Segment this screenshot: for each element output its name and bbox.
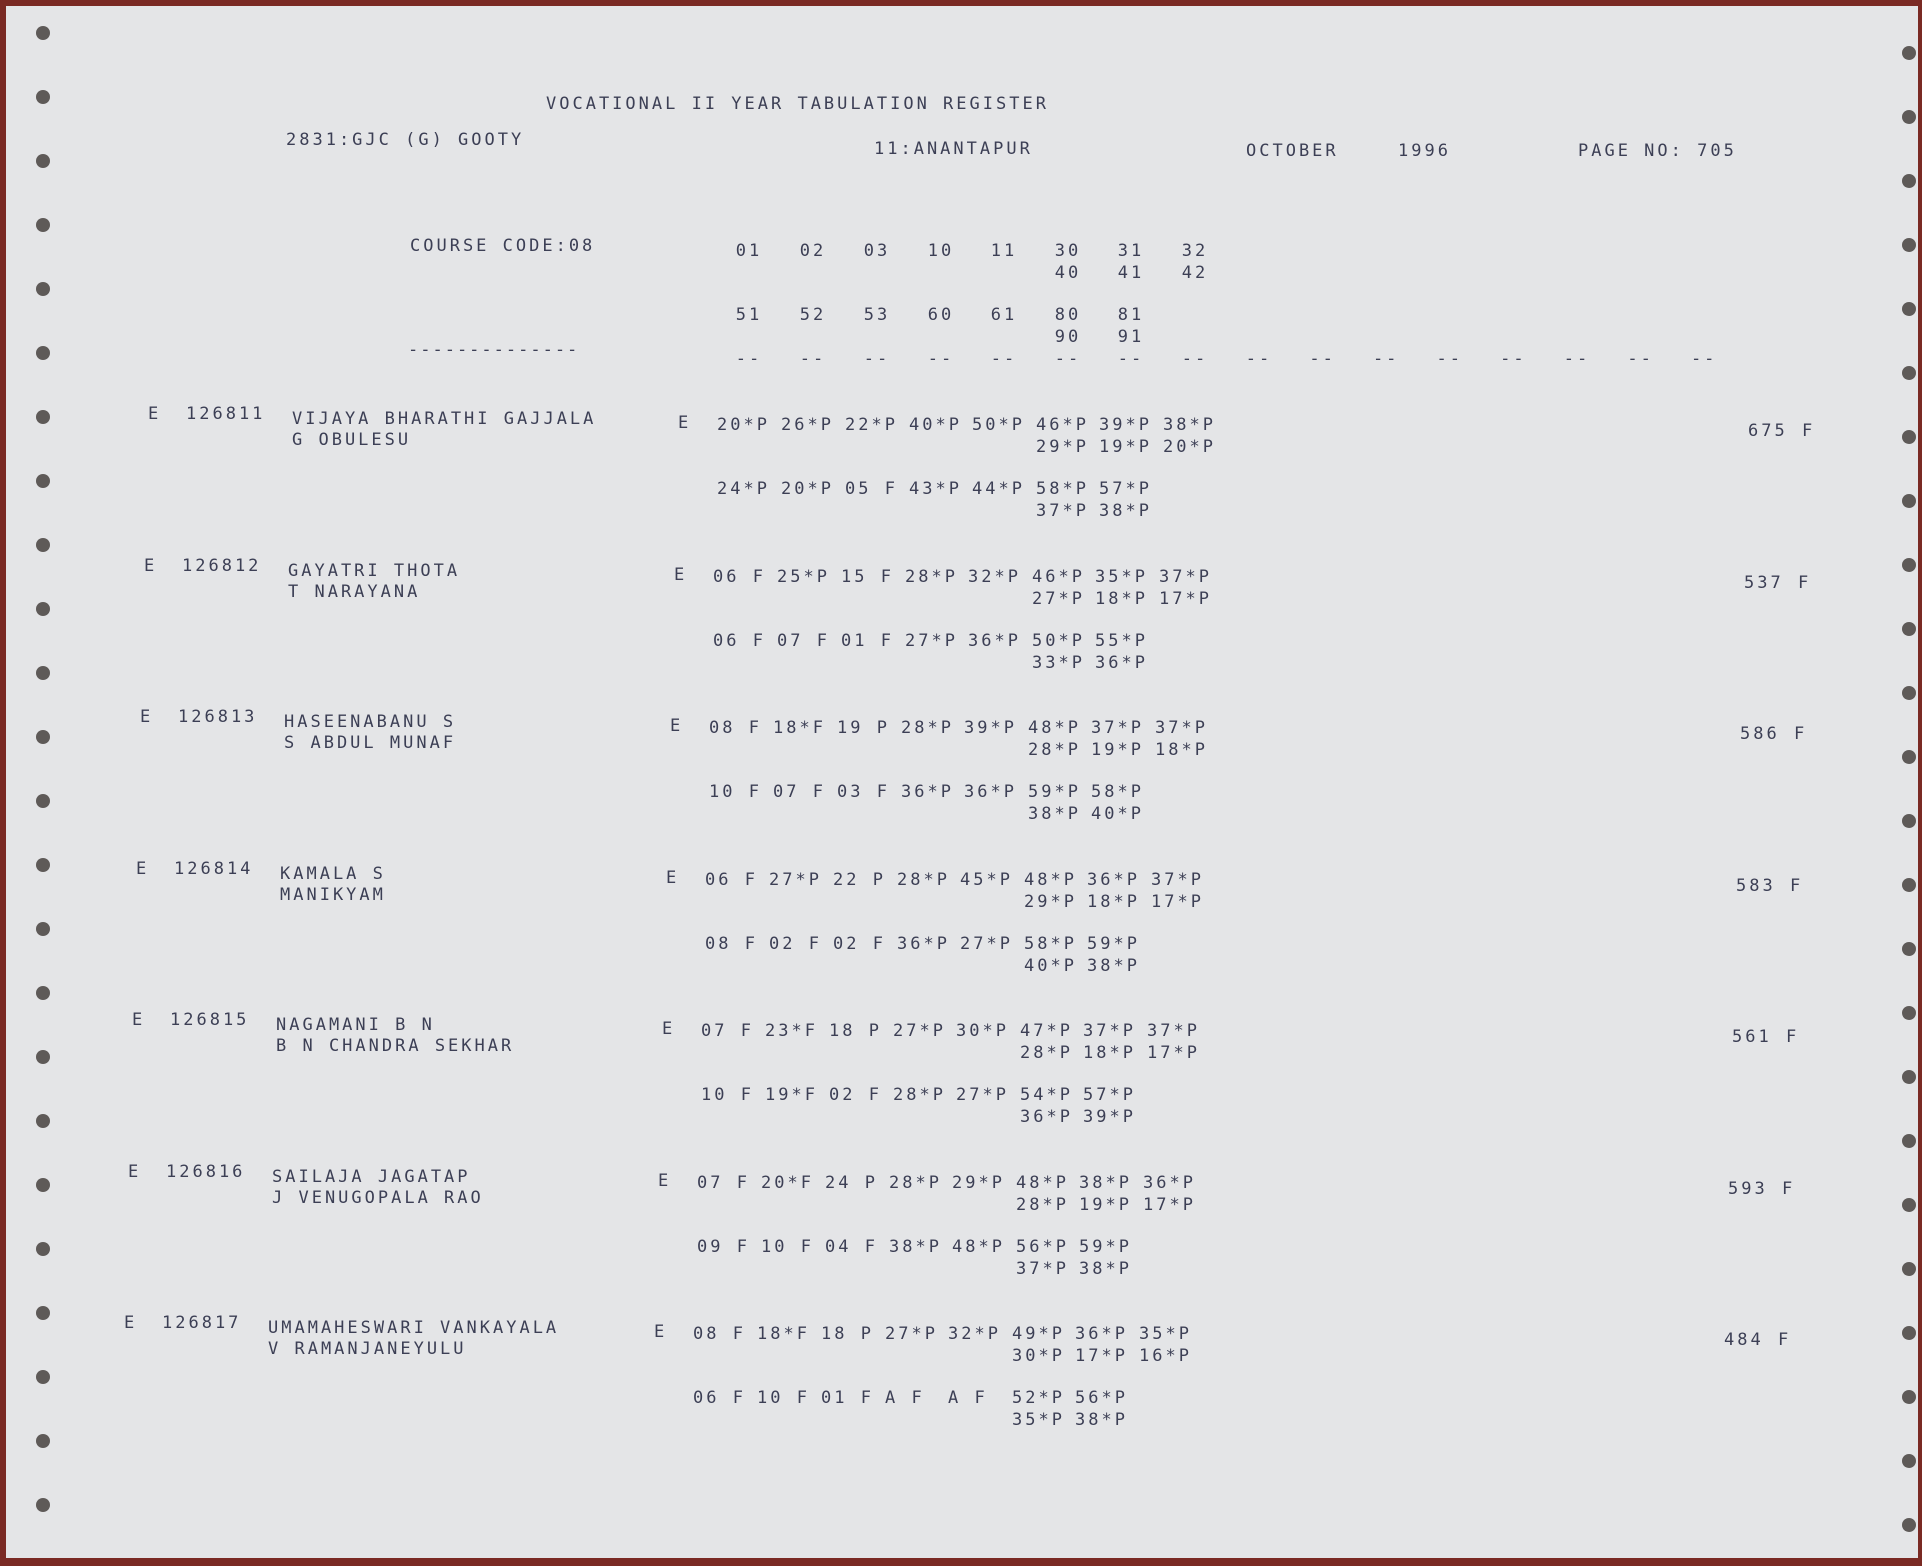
subject-mark: 39*P [1083, 1107, 1136, 1127]
result: F [1790, 875, 1804, 896]
subject-mark: 33*P [1032, 652, 1085, 673]
feed-hole [1902, 1518, 1916, 1532]
subject-mark: 29*P [1036, 437, 1089, 457]
subject-code-rule: -- [1054, 349, 1082, 369]
subject-mark: 52*P [1012, 1388, 1065, 1408]
subject-mark: 15 F [841, 566, 894, 587]
candidate-name: KAMALA S [280, 863, 386, 884]
student-record [6, 402, 1918, 552]
subject-mark: 27*P [769, 869, 822, 890]
subject-mark: 40*P [1091, 804, 1144, 824]
subject-code: 53 [863, 305, 891, 325]
subject-mark: 37*P [1155, 718, 1208, 738]
subject-mark: 28*P [1028, 740, 1081, 760]
subject-code: 60 [927, 305, 955, 325]
subject-mark: 37*P [1147, 1021, 1200, 1041]
register-title: VOCATIONAL II YEAR TABULATION REGISTER [546, 94, 1049, 114]
subject-mark: 37*P [1159, 566, 1212, 587]
total-marks: 537 [1744, 572, 1784, 593]
feed-hole [1902, 302, 1916, 316]
subject-mark: 58*P [1036, 479, 1089, 499]
subject-code-rule: -- [735, 349, 763, 369]
subject-mark: 19 P [837, 718, 890, 738]
subject-mark: 18*P [1087, 891, 1140, 912]
student-record [6, 1160, 1918, 1310]
feed-hole [36, 218, 50, 232]
subject-mark: 56*P [1016, 1236, 1069, 1257]
subject-mark: 28*P [897, 869, 950, 890]
subject-mark: 01 F [821, 1388, 874, 1408]
subject-mark: 50*P [972, 415, 1025, 435]
subject-mark: 40*P [1024, 955, 1077, 976]
total-marks: 484 [1724, 1330, 1764, 1350]
exam-flag: E [124, 1313, 138, 1333]
subject-code-rule: -- [1690, 349, 1718, 369]
subject-mark: 38*P [1099, 501, 1152, 521]
subject-mark: 25*P [777, 566, 830, 587]
subject-mark: A F [885, 1388, 925, 1408]
subject-mark: 54*P [1020, 1085, 1073, 1105]
subject-mark: 29*P [1024, 891, 1077, 912]
subject-mark: 59*P [1087, 933, 1140, 954]
subject-mark: 39*P [1099, 415, 1152, 435]
subject-mark: 20*P [717, 415, 770, 435]
subject-code: 40 [1054, 263, 1082, 283]
subject-mark: 22 P [833, 869, 886, 890]
subject-mark: 07 F [777, 630, 830, 651]
subject-mark: 36*P [964, 782, 1017, 802]
subject-mark: 24*P [717, 479, 770, 499]
subject-mark: 36*P [1075, 1324, 1128, 1344]
subject-mark: 10 F [757, 1388, 810, 1408]
subject-mark: 38*P [1075, 1410, 1128, 1430]
subject-mark: 27*P [905, 630, 958, 651]
feed-hole [1902, 174, 1916, 188]
parent-name: V RAMANJANEYULU [268, 1339, 467, 1359]
subject-mark: 17*P [1143, 1194, 1196, 1215]
subject-mark: 37*P [1151, 869, 1204, 890]
parent-name: B N CHANDRA SEKHAR [276, 1036, 515, 1056]
hall-ticket-number: 126817 [162, 1313, 242, 1333]
subject-code: 41 [1117, 263, 1145, 283]
exam-month: OCTOBER [1246, 141, 1339, 161]
subject-code: 91 [1117, 327, 1145, 347]
subject-mark: 38*P [1087, 955, 1140, 976]
tabulation-sheet [6, 6, 1918, 1558]
subject-mark: 18 P [821, 1324, 874, 1344]
candidate-name: NAGAMANI B N [276, 1015, 435, 1035]
subject-code-rule: -- [1436, 349, 1464, 369]
medium-code: E [654, 1322, 668, 1342]
subject-mark: 49*P [1012, 1324, 1065, 1344]
subject-mark: 28*P [1016, 1194, 1069, 1215]
subject-mark: 58*P [1024, 933, 1077, 954]
subject-mark: A F [948, 1388, 988, 1408]
result: F [1802, 421, 1816, 441]
exam-flag: E [144, 555, 158, 576]
subject-mark: 55*P [1095, 630, 1148, 651]
subject-mark: 48*P [952, 1236, 1005, 1257]
subject-mark: 18*F [757, 1324, 810, 1344]
subject-mark: 08 F [705, 933, 758, 954]
subject-mark: 23*F [765, 1021, 818, 1041]
result: F [1794, 724, 1808, 744]
student-record [6, 1311, 1918, 1461]
medium-code: E [666, 867, 680, 888]
candidate-name: GAYATRI THOTA [288, 560, 461, 581]
subject-code: 02 [799, 241, 827, 261]
subject-mark: 07 F [697, 1172, 750, 1193]
subject-mark: 40*P [909, 415, 962, 435]
subject-mark: 37*P [1091, 718, 1144, 738]
feed-hole [1902, 366, 1916, 380]
subject-mark: 07 F [701, 1021, 754, 1041]
total-marks: 583 [1736, 875, 1776, 896]
subject-mark: 47*P [1020, 1021, 1073, 1041]
subject-code: 01 [735, 241, 763, 261]
subject-mark: 37*P [1016, 1258, 1069, 1279]
hall-ticket-number: 126816 [166, 1161, 246, 1182]
parent-name: T NARAYANA [288, 581, 421, 602]
subject-mark: 24 P [825, 1172, 878, 1193]
subject-code-rule: -- [1245, 349, 1273, 369]
subject-mark: 05 F [845, 479, 898, 499]
subject-code: 11 [990, 241, 1018, 261]
subject-mark: 59*P [1079, 1236, 1132, 1257]
subject-mark: 27*P [956, 1085, 1009, 1105]
subject-mark: 10 F [701, 1085, 754, 1105]
subject-mark: 08 F [693, 1324, 746, 1344]
subject-mark: 38*P [1079, 1258, 1132, 1279]
name-rule: -------------- [408, 340, 580, 360]
subject-mark: 26*P [781, 415, 834, 435]
student-record [6, 1008, 1918, 1158]
subject-mark: 57*P [1083, 1085, 1136, 1105]
subject-code-rule: -- [1309, 349, 1336, 369]
subject-code: 51 [735, 305, 763, 325]
subject-mark: 18 P [829, 1021, 882, 1041]
total-marks: 675 [1748, 421, 1788, 441]
exam-flag: E [128, 1161, 142, 1182]
subject-code-rule: -- [1500, 349, 1527, 369]
subject-mark: 02 F [769, 933, 822, 954]
subject-mark: 17*P [1075, 1346, 1128, 1366]
subject-code: 42 [1181, 263, 1209, 283]
subject-mark: 27*P [885, 1324, 938, 1344]
subject-mark: 22*P [845, 415, 898, 435]
subject-mark: 02 F [829, 1085, 882, 1105]
subject-mark: 04 F [825, 1236, 878, 1257]
subject-mark: 46*P [1036, 415, 1089, 435]
subject-code: 52 [799, 305, 827, 325]
exam-year: 1996 [1398, 141, 1451, 161]
subject-code-rule: -- [863, 349, 891, 369]
subject-mark: 37*P [1036, 501, 1089, 521]
feed-hole [36, 26, 50, 40]
subject-mark: 43*P [909, 479, 962, 499]
subject-mark: 44*P [972, 479, 1025, 499]
subject-mark: 06 F [693, 1388, 746, 1408]
subject-code-rule: -- [799, 349, 827, 369]
subject-mark: 16*P [1139, 1346, 1192, 1366]
subject-mark: 38*P [1079, 1172, 1132, 1193]
subject-mark: 01 F [841, 630, 894, 651]
subject-mark: 20*F [761, 1172, 814, 1193]
subject-mark: 32*P [948, 1324, 1001, 1344]
student-record [6, 857, 1918, 1007]
subject-mark: 06 F [705, 869, 758, 890]
subject-mark: 57*P [1099, 479, 1152, 499]
subject-code-rule: -- [990, 349, 1018, 369]
hall-ticket-number: 126812 [182, 555, 262, 576]
medium-code: E [674, 564, 688, 585]
student-record [6, 554, 1918, 704]
subject-mark: 30*P [1012, 1346, 1065, 1366]
subject-mark: 30*P [956, 1021, 1009, 1041]
subject-mark: 36*P [1095, 652, 1148, 673]
medium-code: E [658, 1170, 672, 1191]
subject-mark: 19*P [1079, 1194, 1132, 1215]
result: F [1782, 1178, 1796, 1199]
subject-mark: 20*P [1163, 437, 1216, 457]
subject-mark: 27*P [893, 1021, 946, 1041]
feed-hole [1902, 110, 1916, 124]
subject-code: 10 [927, 241, 955, 261]
hall-ticket-number: 126811 [186, 404, 266, 424]
subject-mark: 35*P [1095, 566, 1148, 587]
subject-mark: 17*P [1159, 588, 1212, 609]
result: F [1798, 572, 1812, 593]
subject-mark: 03 F [837, 782, 890, 802]
subject-code: 61 [990, 305, 1018, 325]
subject-code-rule: -- [1181, 349, 1209, 369]
parent-name: G OBULESU [292, 430, 412, 450]
subject-mark: 18*P [1095, 588, 1148, 609]
subject-code: 80 [1054, 305, 1082, 325]
subject-mark: 18*F [773, 718, 826, 738]
medium-code: E [662, 1019, 676, 1039]
district: 11:ANANTAPUR [874, 139, 1033, 159]
subject-code: 31 [1117, 241, 1145, 261]
subject-code-rule: -- [1117, 349, 1145, 369]
subject-mark: 09 F [697, 1236, 750, 1257]
subject-mark: 59*P [1028, 782, 1081, 802]
subject-mark: 27*P [1032, 588, 1085, 609]
subject-mark: 19*P [1091, 740, 1144, 760]
subject-mark: 17*P [1151, 891, 1204, 912]
subject-mark: 28*P [889, 1172, 942, 1193]
hall-ticket-number: 126815 [170, 1010, 250, 1030]
exam-flag: E [136, 858, 150, 879]
subject-mark: 10 F [761, 1236, 814, 1257]
subject-mark: 28*P [893, 1085, 946, 1105]
feed-hole [36, 1498, 50, 1512]
subject-code: 32 [1181, 241, 1209, 261]
subject-mark: 20*P [781, 479, 834, 499]
exam-flag: E [140, 707, 154, 727]
result: F [1786, 1027, 1800, 1047]
feed-hole [36, 282, 50, 296]
subject-mark: 17*P [1147, 1043, 1200, 1063]
subject-mark: 06 F [713, 630, 766, 651]
subject-mark: 38*P [1028, 804, 1081, 824]
subject-mark: 06 F [713, 566, 766, 587]
course-code-label: COURSE CODE:08 [410, 236, 596, 256]
exam-flag: E [148, 404, 162, 424]
subject-mark: 19*F [765, 1085, 818, 1105]
subject-code: 81 [1117, 305, 1145, 325]
result: F [1778, 1330, 1792, 1350]
college-code: 2831:GJC (G) GOOTY [286, 130, 525, 150]
subject-code-rule: -- [927, 349, 955, 369]
total-marks: 586 [1740, 724, 1780, 744]
subject-mark: 36*P [1020, 1107, 1073, 1127]
total-marks: 593 [1728, 1178, 1768, 1199]
subject-mark: 37*P [1083, 1021, 1136, 1041]
hall-ticket-number: 126813 [178, 707, 258, 727]
subject-mark: 39*P [964, 718, 1017, 738]
candidate-name: SAILAJA JAGATAP [272, 1166, 471, 1187]
subject-mark: 36*P [901, 782, 954, 802]
feed-hole [1902, 238, 1916, 252]
subject-mark: 18*P [1155, 740, 1208, 760]
subject-mark: 28*P [905, 566, 958, 587]
hall-ticket-number: 126814 [174, 858, 254, 879]
subject-mark: 36*P [1143, 1172, 1196, 1193]
subject-mark: 56*P [1075, 1388, 1128, 1408]
subject-mark: 36*P [1087, 869, 1140, 890]
subject-mark: 36*P [968, 630, 1021, 651]
subject-mark: 46*P [1032, 566, 1085, 587]
subject-code-rule: -- [1627, 349, 1654, 369]
candidate-name: VIJAYA BHARATHI GAJJALA [292, 409, 597, 429]
subject-mark: 48*P [1024, 869, 1077, 890]
subject-mark: 18*P [1083, 1043, 1136, 1063]
subject-mark: 58*P [1091, 782, 1144, 802]
subject-mark: 48*P [1016, 1172, 1069, 1193]
exam-flag: E [132, 1010, 146, 1030]
subject-mark: 38*P [1163, 415, 1216, 435]
subject-code: 90 [1054, 327, 1082, 347]
feed-hole [1902, 46, 1916, 60]
subject-mark: 35*P [1139, 1324, 1192, 1344]
feed-hole [36, 154, 50, 168]
page-number: PAGE NO: 705 [1578, 141, 1737, 161]
subject-mark: 28*P [1020, 1043, 1073, 1063]
subject-mark: 38*P [889, 1236, 942, 1257]
subject-mark: 35*P [1012, 1410, 1065, 1430]
subject-code-rule: -- [1372, 349, 1400, 369]
subject-mark: 29*P [952, 1172, 1005, 1193]
parent-name: J VENUGOPALA RAO [272, 1187, 484, 1208]
subject-code: 30 [1054, 241, 1082, 261]
parent-name: MANIKYAM [280, 884, 386, 905]
total-marks: 561 [1732, 1027, 1772, 1047]
subject-mark: 02 F [833, 933, 886, 954]
subject-mark: 36*P [897, 933, 950, 954]
medium-code: E [670, 716, 684, 736]
subject-mark: 07 F [773, 782, 826, 802]
subject-code-rule: -- [1563, 349, 1591, 369]
subject-mark: 08 F [709, 718, 762, 738]
subject-mark: 32*P [968, 566, 1021, 587]
student-record [6, 705, 1918, 855]
subject-code: 03 [863, 241, 891, 261]
candidate-name: HASEENABANU S [284, 712, 457, 732]
subject-mark: 45*P [960, 869, 1013, 890]
subject-mark: 19*P [1099, 437, 1152, 457]
subject-mark: 50*P [1032, 630, 1085, 651]
subject-mark: 10 F [709, 782, 762, 802]
subject-mark: 27*P [960, 933, 1013, 954]
subject-mark: 48*P [1028, 718, 1081, 738]
subject-mark: 28*P [901, 718, 954, 738]
parent-name: S ABDUL MUNAF [284, 733, 457, 753]
medium-code: E [678, 413, 692, 433]
feed-hole [36, 90, 50, 104]
candidate-name: UMAMAHESWARI VANKAYALA [268, 1318, 560, 1338]
feed-hole [36, 346, 50, 360]
